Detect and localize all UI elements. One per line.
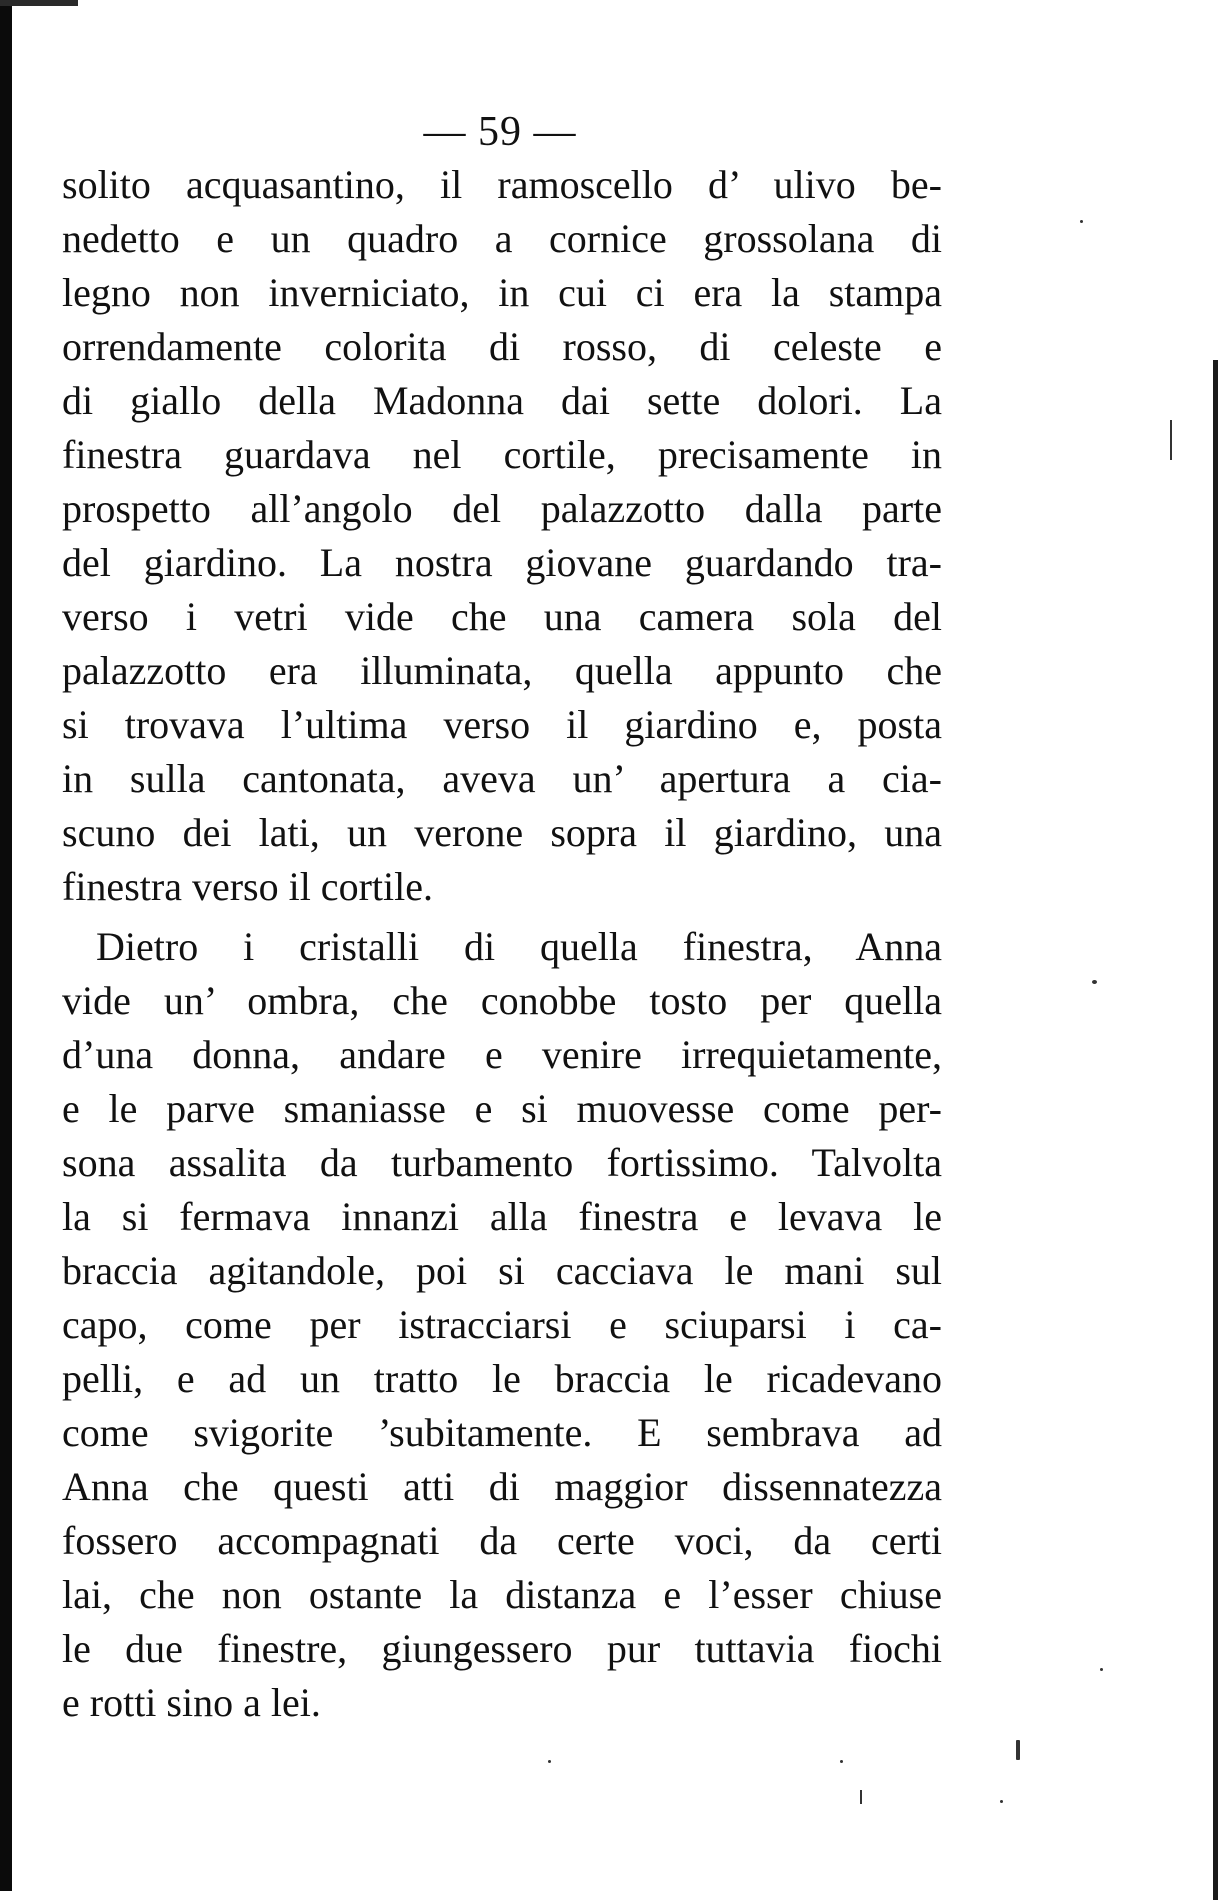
text-line: del giardino. La nostra giovane guardando tra- xyxy=(62,540,942,585)
text-line: di giallo della Madonna dai sette dolori. La xyxy=(62,378,942,423)
scan-speck xyxy=(1016,1740,1020,1760)
page-number: — 59 — xyxy=(423,109,577,155)
text-line: finestra verso il cortile. xyxy=(62,864,433,909)
text-line: come svigorite ’subitamente. E sembrava ad xyxy=(62,1410,942,1455)
scan-edge-left xyxy=(0,0,12,1891)
text-line: verso i vetri vide che una camera sola del xyxy=(62,594,942,639)
text-line: la si fermava innanzi alla finestra e levava le xyxy=(62,1194,942,1239)
text-line: in sulla cantonata, aveva un’ apertura a cia- xyxy=(62,756,942,801)
text-line: fossero accompagnati da certe voci, da certi xyxy=(62,1518,942,1563)
text-line: pelli, e ad un tratto le braccia le ricadevano xyxy=(62,1356,942,1401)
text-line: finestra guardava nel cortile, precisamente in xyxy=(62,432,942,477)
text-line: prospetto all’angolo del palazzotto dalla parte xyxy=(62,486,942,531)
text-line: orrendamente colorita di rosso, di celeste e xyxy=(62,324,942,369)
text-line: palazzotto era illuminata, quella appunto che xyxy=(62,648,942,693)
scan-speck xyxy=(840,1760,843,1763)
page-body xyxy=(62,158,942,1730)
text-line: sona assalita da turbamento fortissimo. Talvolta xyxy=(62,1140,942,1185)
scan-speck xyxy=(1092,980,1097,984)
scan-speck xyxy=(1100,1668,1103,1671)
text-line: e le parve smaniasse e si muovesse come per- xyxy=(62,1086,942,1131)
text-line: scuno dei lati, un verone sopra il giardino, una xyxy=(62,810,942,855)
scan-speck xyxy=(548,1760,551,1763)
text-line: le due finestre, giungessero pur tuttavia fiochi xyxy=(62,1626,942,1671)
text-line: si trovava l’ultima verso il giardino e, posta xyxy=(62,702,942,747)
paragraph-1 xyxy=(62,158,942,914)
scan-speck xyxy=(860,1790,862,1804)
scan-speck xyxy=(1170,420,1172,460)
scan-edge-top-mark xyxy=(0,0,78,6)
scan-edge-right xyxy=(1213,360,1218,1900)
text-line: Dietro i cristalli di quella finestra, Anna xyxy=(96,924,942,969)
text-line: Anna che questi atti di maggior dissennatezza xyxy=(62,1464,942,1509)
paragraph-2 xyxy=(62,920,942,1730)
text-line: e rotti sino a lei. xyxy=(62,1680,321,1725)
text-line: legno non inverniciato, in cui ci era la stampa xyxy=(62,270,942,315)
text-line: capo, come per istracciarsi e sciuparsi i ca- xyxy=(62,1302,942,1347)
text-line: vide un’ ombra, che conobbe tosto per quella xyxy=(62,978,942,1023)
text-line: solito acquasantino, il ramoscello d’ ulivo be- xyxy=(62,162,942,207)
text-line: braccia agitandole, poi si cacciava le mani sul xyxy=(62,1248,942,1293)
scan-speck xyxy=(1000,1800,1003,1803)
text-line: d’una donna, andare e venire irrequietamente, xyxy=(62,1032,942,1077)
text-line: lai, che non ostante la distanza e l’esser chiuse xyxy=(62,1572,942,1617)
scan-speck xyxy=(1080,220,1083,223)
text-line: nedetto e un quadro a cornice grossolana di xyxy=(62,216,942,261)
